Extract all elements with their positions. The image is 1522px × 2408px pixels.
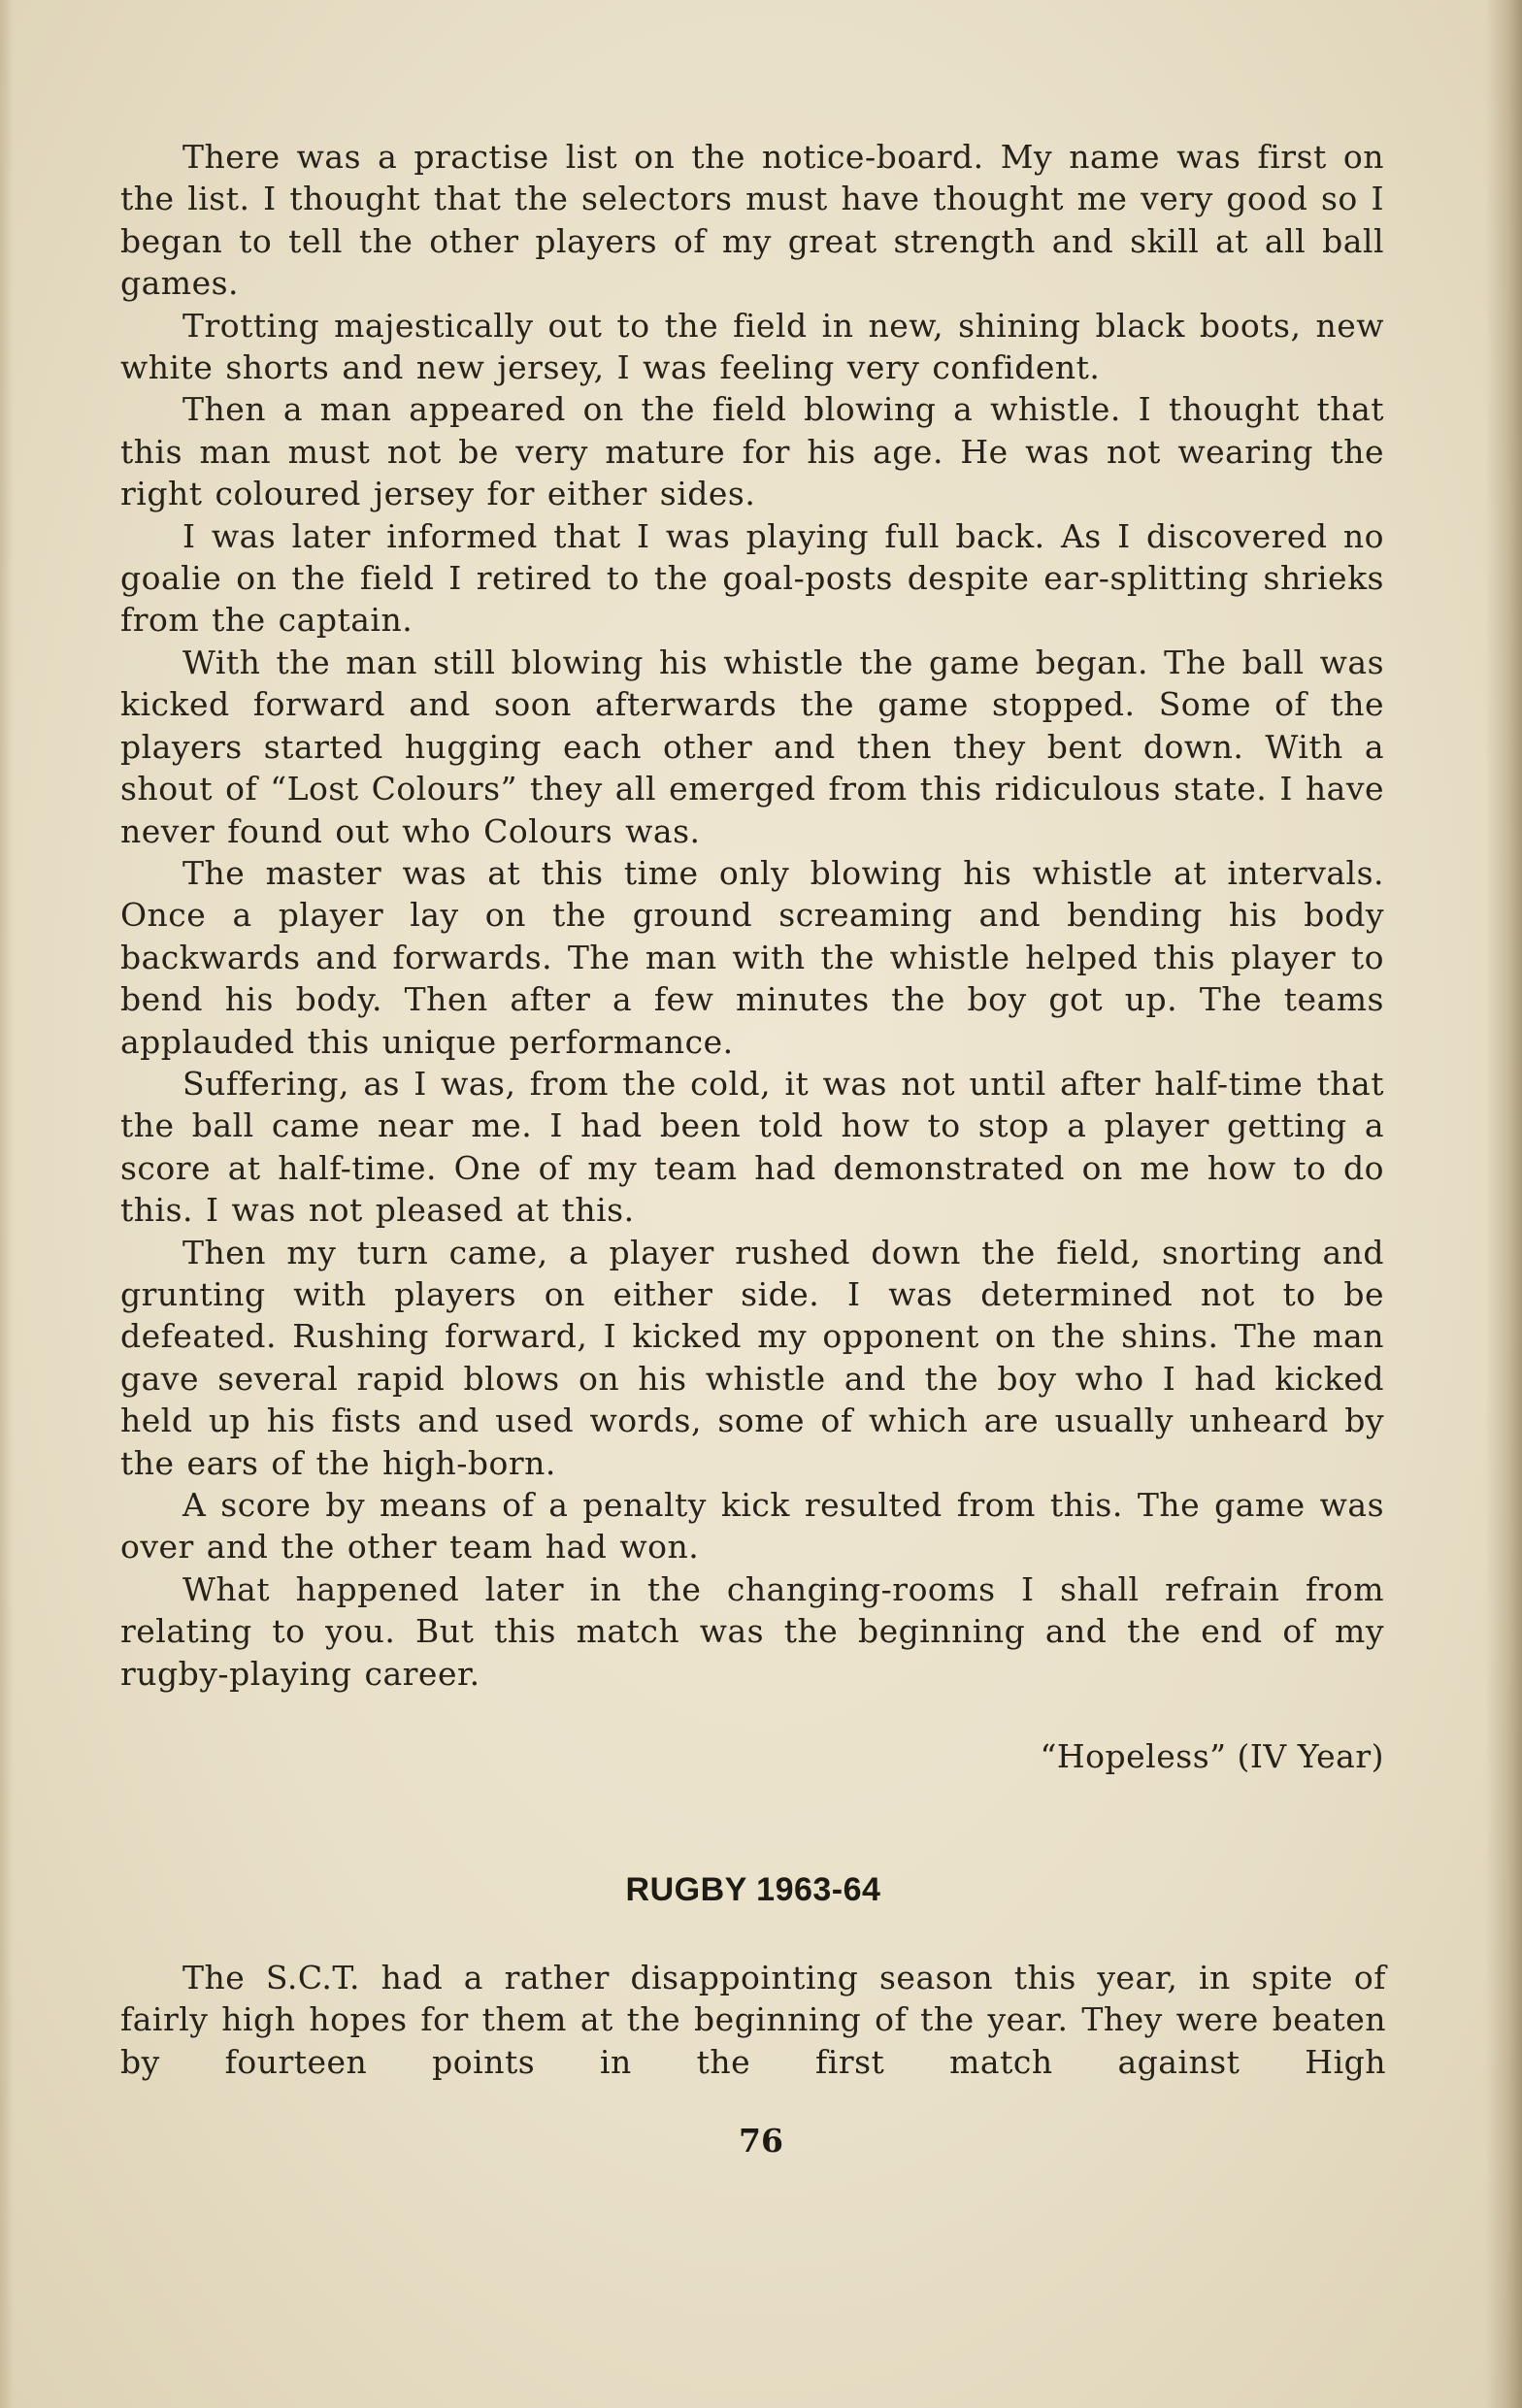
author-signature: “Hopeless” (IV Year) bbox=[1040, 1737, 1384, 1775]
article-paragraph: Then my turn came, a player rushed down the field, snorting and grunting with players on either side. I was determined not to be defeated. Rushing forward, I kicked my opponent on the shins. The man gave several rapid blows on his whistle and the boy who I had kicked held up his fists and used words, some of which are usually unheard by the ears of the high-born. bbox=[120, 1233, 1384, 1482]
page-spine-shadow bbox=[1485, 0, 1522, 2408]
article-paragraph: I was later informed that I was playing full back. As I discovered no goalie on the field I retired to the goal-posts despite ear-splitting shrieks from the captain. bbox=[120, 516, 1384, 640]
article-paragraph: Trotting majestically out to the field in new, shining black boots, new white shorts and new jersey, I was feeling very confident. bbox=[120, 306, 1384, 387]
page-left-edge bbox=[0, 0, 14, 2408]
article-body bbox=[120, 136, 1384, 1695]
article-paragraph: There was a practise list on the notice-board. My name was first on the list. I thought that the selectors must have thought me very good so I began to tell the other players of my great strength and skill at all ball games. bbox=[120, 138, 1384, 303]
section-body bbox=[120, 1957, 1386, 2083]
article-paragraph: A score by means of a penalty kick resulted from this. The game was over and the other team had won. bbox=[120, 1486, 1384, 1567]
article-paragraph: With the man still blowing his whistle the game began. The ball was kicked forward and soon afterwards the game stopped. Some of the players started hugging each other and then they bent down. With a shout of “Lost Colours” they all emerged from this ridiculous state. I have never found out who Colours was. bbox=[120, 643, 1384, 850]
section-paragraph: The S.C.T. had a rather disappointing season this year, in spite of fairly high hopes for them at the beginning of the year. They were beaten by fourteen points in the first match against High bbox=[120, 1959, 1386, 2081]
page-number: 76 bbox=[739, 2122, 783, 2160]
article-paragraph: Then a man appeared on the field blowing a whistle. I thought that this man must not be very mature for his age. He was not wearing the right coloured jersey for either sides. bbox=[120, 390, 1384, 513]
article-paragraph: What happened later in the changing-rooms I shall refrain from relating to you. But this match was the beginning and the end of my rugby-playing career. bbox=[120, 1569, 1384, 1693]
article-paragraph: The master was at this time only blowing his whistle at intervals. Once a player lay on the ground screaming and bending his body backwards and forwards. The man with the whistle helped this player to bend his body. Then after a few minutes the boy got up. The teams applauded this unique performance. bbox=[120, 853, 1384, 1061]
article-paragraph: Suffering, as I was, from the cold, it was not until after half-time that the ball came near me. I had been told how to stop a player getting a score at half-time. One of my team had demonstrated on me how to do this. I was not pleased at this. bbox=[120, 1064, 1384, 1230]
section-heading: RUGBY 1963-64 bbox=[625, 1871, 881, 1908]
